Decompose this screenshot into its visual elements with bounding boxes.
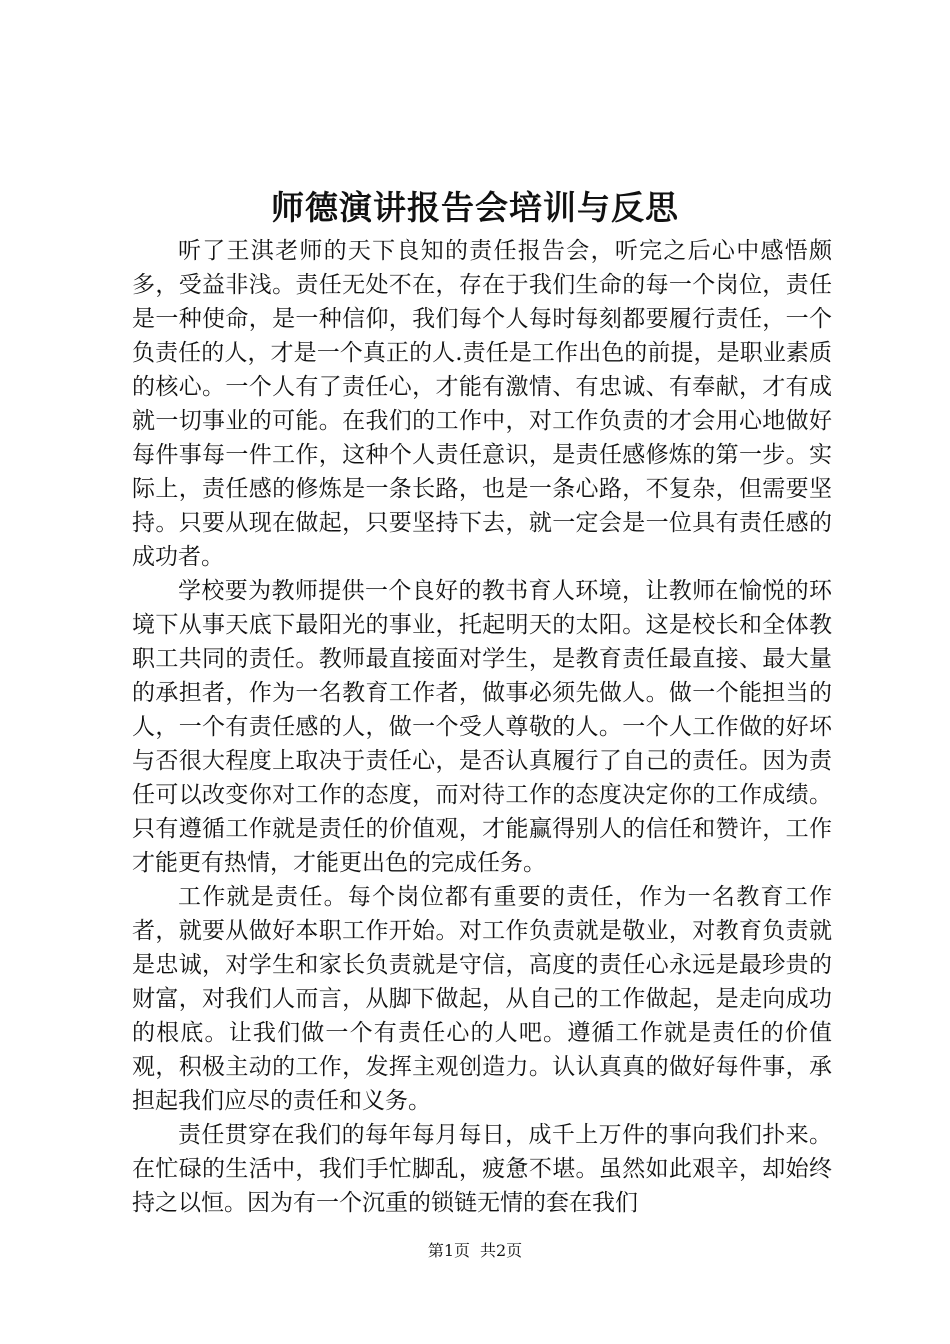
document-body bbox=[132, 234, 832, 1220]
paragraph: 责任贯穿在我们的每年每月每日，成千上万件的事向我们扑来。在忙碌的生活中，我们手忙脚乱，疲惫不堪。虽然如此艰辛，却始终持之以恒。因为有一个沉重的锁链无情的套在我们 bbox=[132, 1122, 832, 1216]
paragraph: 学校要为教师提供一个良好的教书育人环境，让教师在愉悦的环境下从事天底下最阳光的事业，托起明天的太阳。这是校长和全体教职工共同的责任。教师最直接面对学生，是教育责任最直接、最大量的承担者，作为一名教育工作者，做事必须先做人。做一个能担当的人，一个有责任感的人，做一个受人尊敬的人。一个人工作做的好坏与否很大程度上取决于责任心，是否认真履行了自己的责任。因为责任可以改变你对工作的态度，而对待工作的态度决定你的工作成绩。只有遵循工作就是责任的价值观，才能赢得别人的信任和赞许，工作才能更有热情，才能更出色的完成任务。 bbox=[132, 578, 832, 876]
page-footer bbox=[0, 1240, 950, 1262]
document-title: 师德演讲报告会培训与反思 bbox=[271, 188, 679, 227]
paragraph: 工作就是责任。每个岗位都有重要的责任，作为一名教育工作者，就要从做好本职工作开始。对工作负责就是敬业，对教育负责就是忠诚，对学生和家长负责就是守信，高度的责任心永远是最珍贵的财富，对我们人而言，从脚下做起，从自己的工作做起，是走向成功的根底。让我们做一个有责任心的人吧。遵循工作就是责任的价值观，积极主动的工作，发挥主观创造力。认认真真的做好每件事，承担起我们应尽的责任和义务。 bbox=[132, 884, 832, 1114]
page-number: 第1页 bbox=[427, 1241, 470, 1260]
paragraph: 听了王淇老师的天下良知的责任报告会，听完之后心中感悟颇多，受益非浅。责任无处不在，存在于我们生命的每一个岗位，责任是一种使命，是一种信仰，我们每个人每时每刻都要履行责任，一个负责任的人，才是一个真正的人.责任是工作出色的前提，是职业素质的核心。一个人有了责任心，才能有激情、有忠诚、有奉献，才有成就一切事业的可能。在我们的工作中，对工作负责的才会用心地做好每件事每一件工作，这种个人责任意识，是责任感修炼的第一步。实际上，责任感的修炼是一条长路，也是一条心路，不复杂，但需要坚持。只要从现在做起，只要坚持下去，就一定会是一位具有责任感的成功者。 bbox=[132, 238, 832, 570]
page-total: 共2页 bbox=[480, 1241, 523, 1260]
